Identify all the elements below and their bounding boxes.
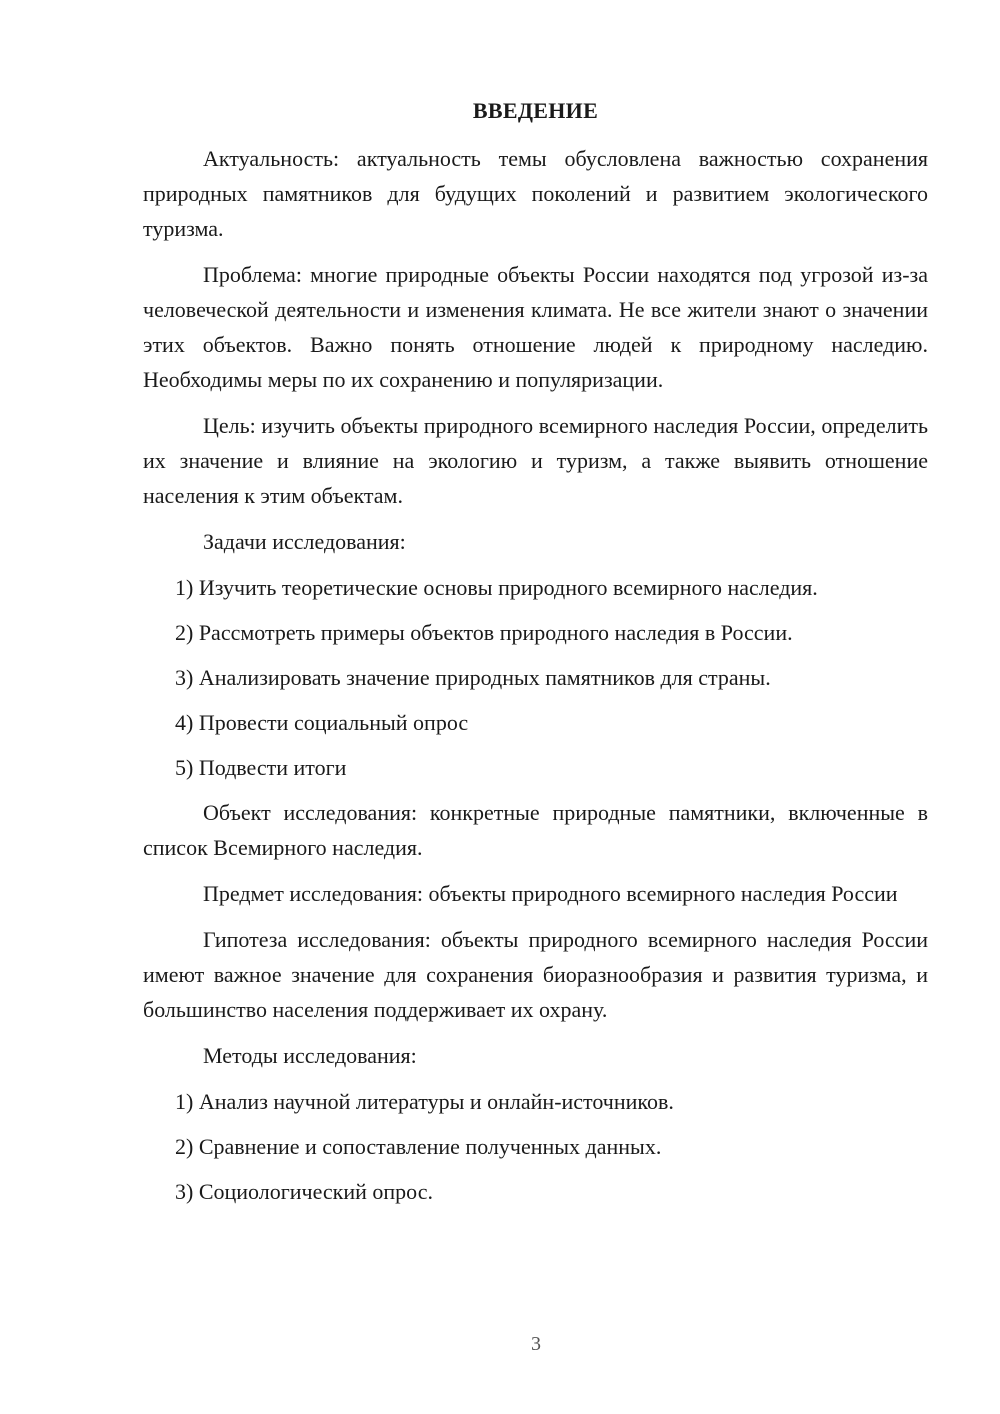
list-item: 2) Сравнение и сопоставление полученных данных. [175, 1134, 662, 1159]
list-item: 1) Анализ научной литературы и онлайн-источников. [175, 1089, 674, 1114]
hypothesis-paragraph: Гипотеза исследования: объекты природного всемирного наследия России имеют важное значение для сохранения биоразнообразия и развития туризма, и большинство населения поддерживает их охрану. [143, 927, 928, 1022]
relevance-paragraph: Актуальность: актуальность темы обусловлена важностью сохранения природных памятников для будущих поколений и развитием экологического туризма. [143, 146, 928, 241]
list-item: 5) Подвести итоги [175, 755, 347, 780]
tasks-heading: Задачи исследования: [203, 529, 406, 554]
list-item: 3) Анализировать значение природных памятников для страны. [175, 665, 771, 690]
methods-heading: Методы исследования: [203, 1043, 417, 1068]
object-paragraph: Объект исследования: конкретные природные памятники, включенные в список Всемирного наследия. [143, 800, 928, 860]
list-item: 2) Рассмотреть примеры объектов природного наследия в России. [175, 620, 793, 645]
list-item: 4) Провести социальный опрос [175, 710, 469, 735]
methods-list [143, 1084, 928, 1209]
tasks-list [143, 570, 928, 785]
list-item: 1) Изучить теоретические основы природного всемирного наследия. [175, 575, 818, 600]
page-number: 3 [531, 1333, 541, 1355]
section-title: ВВЕДЕНИЕ [472, 98, 599, 123]
problem-paragraph: Проблема: многие природные объекты России находятся под угрозой из-за человеческой деятельности и изменения климата. Не все жители знают о значении этих объектов. Важно понять отношение людей к природному наследию. Необходимы меры по их сохранению и популяризации. [143, 262, 928, 392]
subject-paragraph: Предмет исследования: объекты природного всемирного наследия России [203, 881, 898, 906]
goal-paragraph: Цель: изучить объекты природного всемирного наследия России, определить их значение и влияние на экологию и туризм, а также выявить отношение населения к этим объектам. [143, 413, 928, 508]
document-page [143, 94, 928, 1219]
list-item: 3) Социологический опрос. [175, 1179, 433, 1204]
